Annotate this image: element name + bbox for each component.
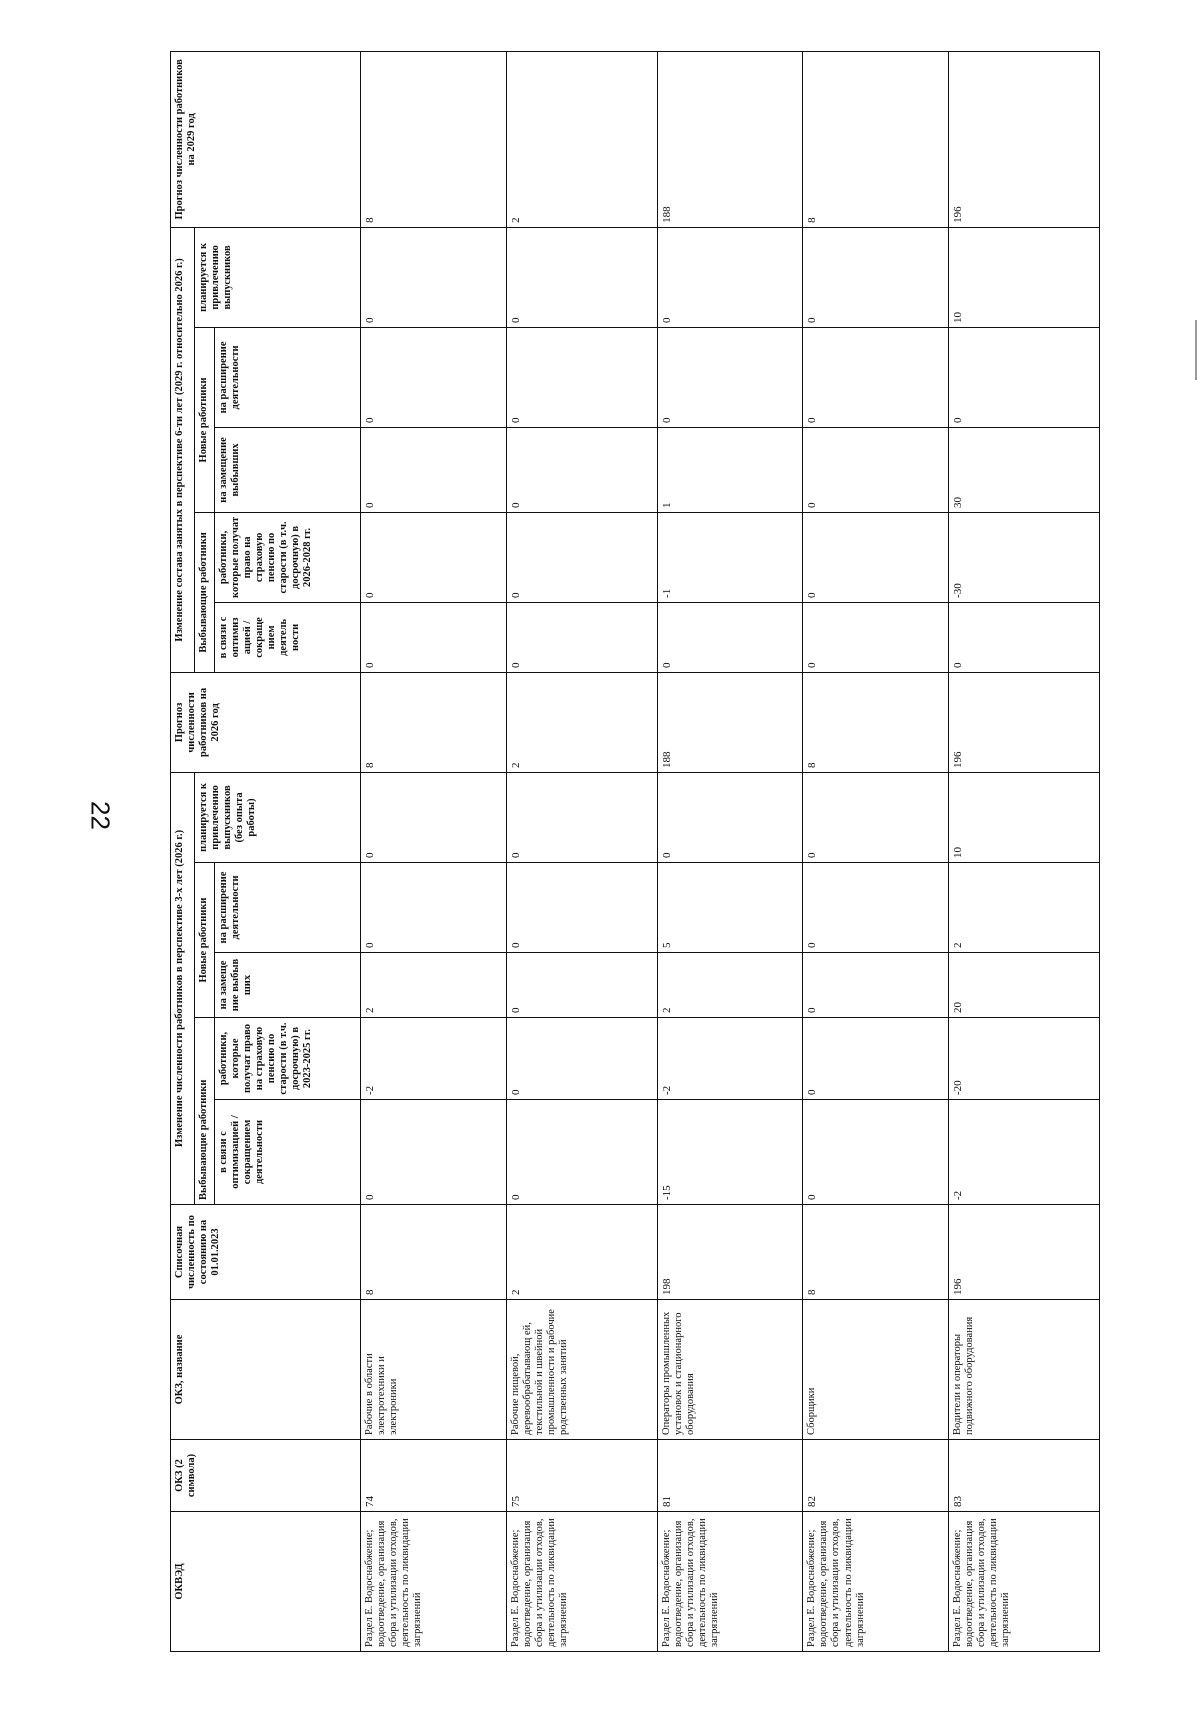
header-okz-code: ОКЗ (2 символа) (171, 1440, 361, 1512)
header-pension-2023: работники, которые получат право на страховую пенсию по старости (в т.ч. досрочную) в 2023-2025 гг. (215, 1018, 361, 1100)
header-change-3y: Изменение численности работников в перспективе 3-х лет (2026 г.) (171, 772, 195, 1204)
cell-graduates: 10 (949, 772, 1100, 862)
cell-okved: Раздел Е. Водоснабжение; водоотведение, организация сбора и утилизации отходов, деятельность по ликвидации загрязнений (803, 1512, 949, 1652)
cell-graduates-6y: 0 (361, 227, 507, 327)
cell-pension-6y: -1 (657, 512, 803, 602)
cell-optimization: 0 (506, 1100, 657, 1205)
cell-expansion-6y: 0 (949, 327, 1100, 427)
cell-headcount: 8 (803, 1205, 949, 1300)
header-okved: ОКВЭД (171, 1512, 361, 1652)
header-optimization-6y: в связи с оптимиз ацией / сокраще нием деятель ности (215, 602, 361, 672)
cell-okved: Раздел Е. Водоснабжение; водоотведение, организация сбора и утилизации отходов, деятельность по ликвидации загрязнений (361, 1512, 507, 1652)
header-forecast-2026: Прогноз численности работников на 2026 год (171, 672, 361, 772)
cell-optimization: -15 (657, 1100, 803, 1205)
cell-replace: 0 (803, 953, 949, 1018)
table-row (657, 51, 803, 1651)
cell-replace-6y: 1 (657, 427, 803, 512)
cell-okz-name: Сборщики (803, 1300, 949, 1440)
cell-expansion-6y: 0 (657, 327, 803, 427)
cell-graduates: 0 (657, 772, 803, 862)
header-okz-name: ОКЗ, название (171, 1300, 361, 1440)
cell-graduates-6y: 0 (803, 227, 949, 327)
table-row (949, 51, 1100, 1651)
cell-forecast-2026: 196 (949, 672, 1100, 772)
header-pension-2026: работники, которые получат право на страховую пенсию по старости (в т.ч. досрочную) в 2026-2028 гг. (215, 512, 361, 602)
header-headcount: Списочная численность по состоянию на 01.01.2023 (171, 1205, 361, 1300)
rotated-table-container (170, 52, 1100, 1652)
cell-expansion: 5 (657, 863, 803, 953)
cell-optimization-6y: 0 (361, 602, 507, 672)
cell-optimization: 0 (361, 1100, 507, 1205)
cell-pension: 0 (506, 1018, 657, 1100)
header-expansion-6y: на расширение деятельности (215, 327, 361, 427)
cell-forecast-2026: 2 (506, 672, 657, 772)
header-replace-6y: на замещение выбывших (215, 427, 361, 512)
page-number: 22 (85, 801, 116, 830)
cell-pension-6y: 0 (803, 512, 949, 602)
cell-okved: Раздел Е. Водоснабжение; водоотведение, организация сбора и утилизации отходов, деятельность по ликвидации загрязнений (506, 1512, 657, 1652)
cell-expansion: 2 (949, 863, 1100, 953)
cell-graduates-6y: 0 (506, 227, 657, 327)
cell-pension: -20 (949, 1018, 1100, 1100)
cell-replace-6y: 0 (506, 427, 657, 512)
cell-expansion-6y: 0 (361, 327, 507, 427)
cell-okz-name: Операторы промышленных установок и стационарного оборудования (657, 1300, 803, 1440)
cell-okved: Раздел Е. Водоснабжение; водоотведение, организация сбора и утилизации отходов, деятельность по ликвидации загрязнений (949, 1512, 1100, 1652)
cell-optimization: -2 (949, 1100, 1100, 1205)
cell-okz-name: Рабочие в области электротехники и электроники (361, 1300, 507, 1440)
cell-forecast-2026: 8 (803, 672, 949, 772)
header-expansion-3y: на расширение деятельности (215, 863, 361, 953)
cell-pension: 0 (803, 1018, 949, 1100)
cell-expansion-6y: 0 (803, 327, 949, 427)
cell-replace-6y: 30 (949, 427, 1100, 512)
cell-headcount: 2 (506, 1205, 657, 1300)
cell-forecast-2029: 8 (803, 51, 949, 227)
cell-forecast-2029: 196 (949, 51, 1100, 227)
cell-forecast-2026: 188 (657, 672, 803, 772)
cell-graduates: 0 (803, 772, 949, 862)
table-row (506, 51, 657, 1651)
cell-headcount: 196 (949, 1205, 1100, 1300)
cell-pension-6y: 0 (361, 512, 507, 602)
cell-replace: 2 (361, 953, 507, 1018)
cell-replace: 20 (949, 953, 1100, 1018)
cell-okz-code: 74 (361, 1440, 507, 1512)
cell-forecast-2029: 2 (506, 51, 657, 227)
header-optimization-3y: в связи с оптимизацией / сокращением деятельности (215, 1100, 361, 1205)
cell-expansion-6y: 0 (506, 327, 657, 427)
workforce-table (170, 51, 1100, 1652)
header-graduates-3y: планируется к привлечению выпускников (без опыта работы) (195, 772, 361, 862)
cell-headcount: 8 (361, 1205, 507, 1300)
cell-replace: 0 (506, 953, 657, 1018)
cell-optimization-6y: 0 (803, 602, 949, 672)
cell-forecast-2029: 8 (361, 51, 507, 227)
scan-mark (1195, 320, 1197, 380)
cell-expansion: 0 (506, 863, 657, 953)
cell-replace: 2 (657, 953, 803, 1018)
table-row (803, 51, 949, 1651)
cell-pension: -2 (361, 1018, 507, 1100)
cell-okz-code: 82 (803, 1440, 949, 1512)
header-new-workers-3y: Новые работники (195, 863, 215, 1018)
table-row (361, 51, 507, 1651)
cell-expansion: 0 (803, 863, 949, 953)
cell-optimization-6y: 0 (657, 602, 803, 672)
cell-optimization: 0 (803, 1100, 949, 1205)
cell-okz-code: 81 (657, 1440, 803, 1512)
header-new-workers-6y: Новые работники (195, 327, 215, 512)
header-retiring-3y: Выбывающие работники (195, 1018, 215, 1205)
cell-okz-name: Водители и операторы подвижного оборудования (949, 1300, 1100, 1440)
header-retiring-6y: Выбывающие работники (195, 512, 215, 672)
cell-forecast-2029: 188 (657, 51, 803, 227)
cell-optimization-6y: 0 (949, 602, 1100, 672)
cell-optimization-6y: 0 (506, 602, 657, 672)
header-change-6y: Изменение состава занятых в перспективе 6-ти лет (2029 г. относительно 2026 г.) (171, 227, 195, 672)
cell-graduates: 0 (361, 772, 507, 862)
cell-expansion: 0 (361, 863, 507, 953)
header-graduates-6y: планируется к привлечению выпускников (195, 227, 361, 327)
cell-headcount: 198 (657, 1205, 803, 1300)
cell-pension: -2 (657, 1018, 803, 1100)
header-replace-3y: на замеще ние выбыв ших (215, 953, 361, 1018)
cell-pension-6y: 0 (506, 512, 657, 602)
cell-okz-code: 75 (506, 1440, 657, 1512)
cell-replace-6y: 0 (361, 427, 507, 512)
header-forecast-2029: Прогноз численности работников на 2029 год (171, 51, 361, 227)
cell-forecast-2026: 8 (361, 672, 507, 772)
cell-okz-code: 83 (949, 1440, 1100, 1512)
cell-replace-6y: 0 (803, 427, 949, 512)
cell-graduates: 0 (506, 772, 657, 862)
cell-okz-name: Рабочие пищевой, деревообрабатывающ ей, текстильной и швейной промышленности и рабочие родственных занятий (506, 1300, 657, 1440)
cell-graduates-6y: 10 (949, 227, 1100, 327)
cell-pension-6y: -30 (949, 512, 1100, 602)
cell-okved: Раздел Е. Водоснабжение; водоотведение, организация сбора и утилизации отходов, деятельность по ликвидации загрязнений (657, 1512, 803, 1652)
cell-graduates-6y: 0 (657, 227, 803, 327)
